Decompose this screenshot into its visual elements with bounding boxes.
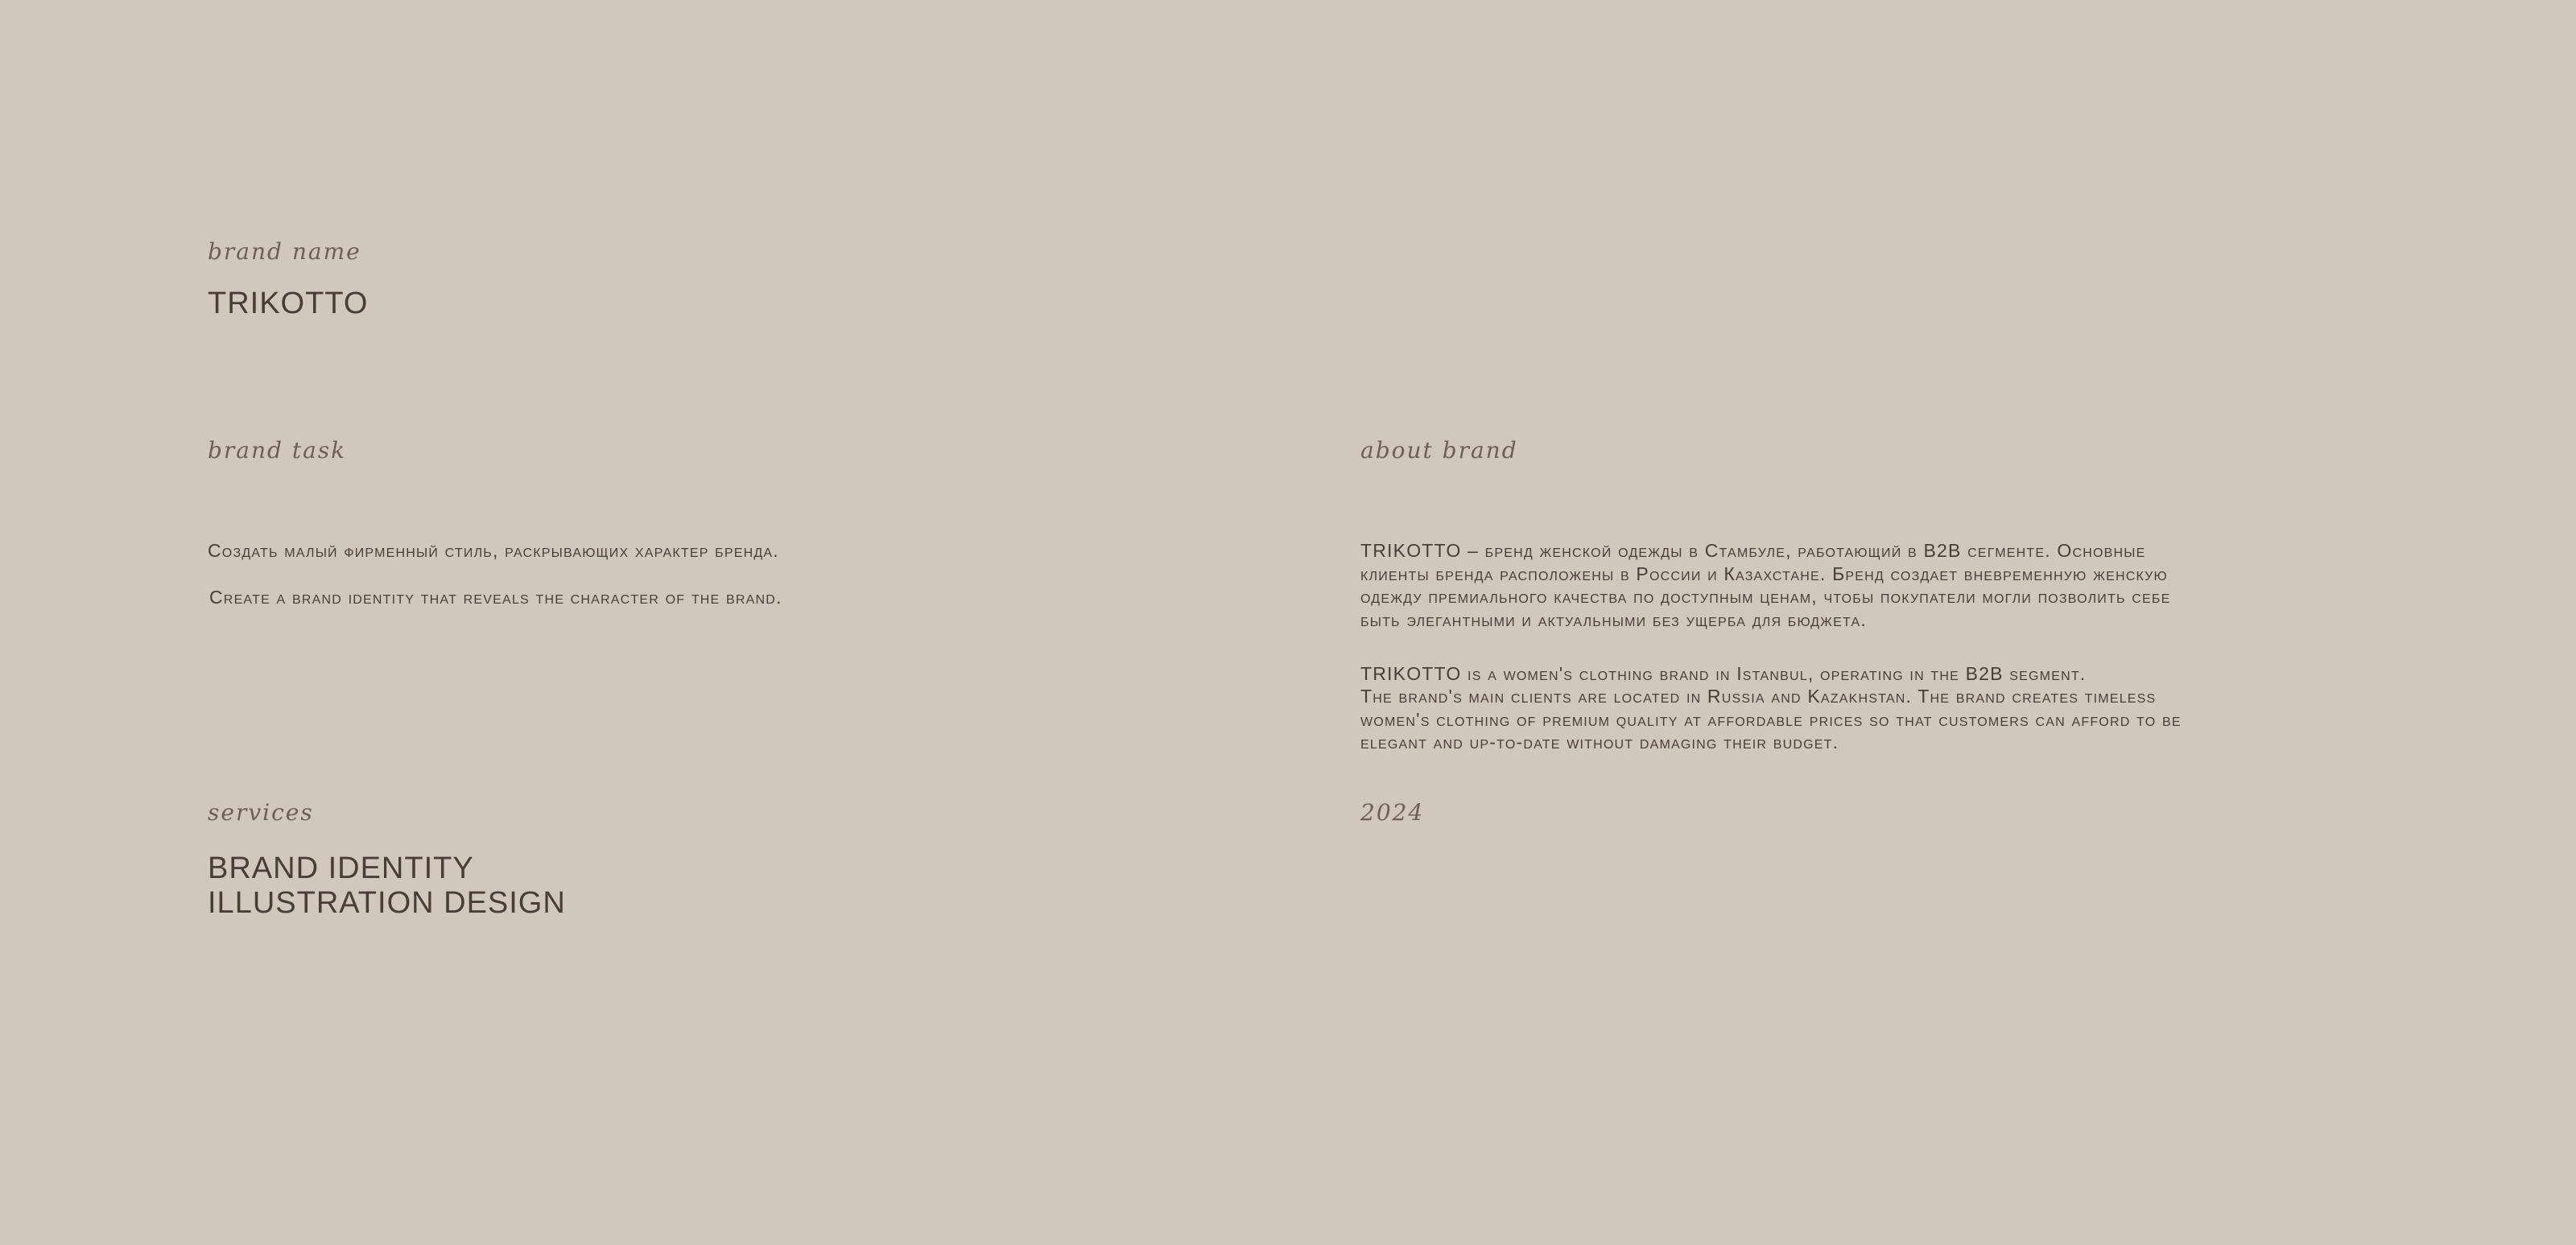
about-brand-text-en-rest: The brand's main clients are located in Russia and Kazakhstan. The brand creates timeless women's clothing of premium quality at affordable prices so that customers can afford to be elegant and up-to-date without damaging their budget. [1360,686,2182,752]
about-brand-label: about brand [1360,437,1518,464]
brand-name-label: brand name [208,238,361,265]
brand-task-text-en: Create a brand identity that reveals the character of the brand. [209,587,782,608]
year-label: 2024 [1360,799,1425,826]
about-brand-text-ru: TRIKOTTO – бренд женской одежды в Стамбуле, работающий в B2B сегменте. Основные клиенты бренда расположены в России и Казахстане. Бренд создает вневременную женскую одежду премиального качества по доступным ценам, чтобы покупатели могли позволить себе быть элегантными и актуальными без ущерба для бюджета. [1360,540,2171,630]
brand-name-value: TRIKOTTO [208,287,369,320]
brand-task-label: brand task [208,437,347,464]
service-item: BRAND IDENTITY [208,851,474,885]
about-brand-text-en-line1: TRIKOTTO is a women's clothing brand in Istanbul, operating in the B2B segment. [1360,663,2087,684]
services-label: services [208,799,314,826]
brand-task-text-ru: Создать малый фирменный стиль, раскрывающих характер бренда. [208,540,779,561]
service-item: ILLUSTRATION DESIGN [208,886,566,920]
